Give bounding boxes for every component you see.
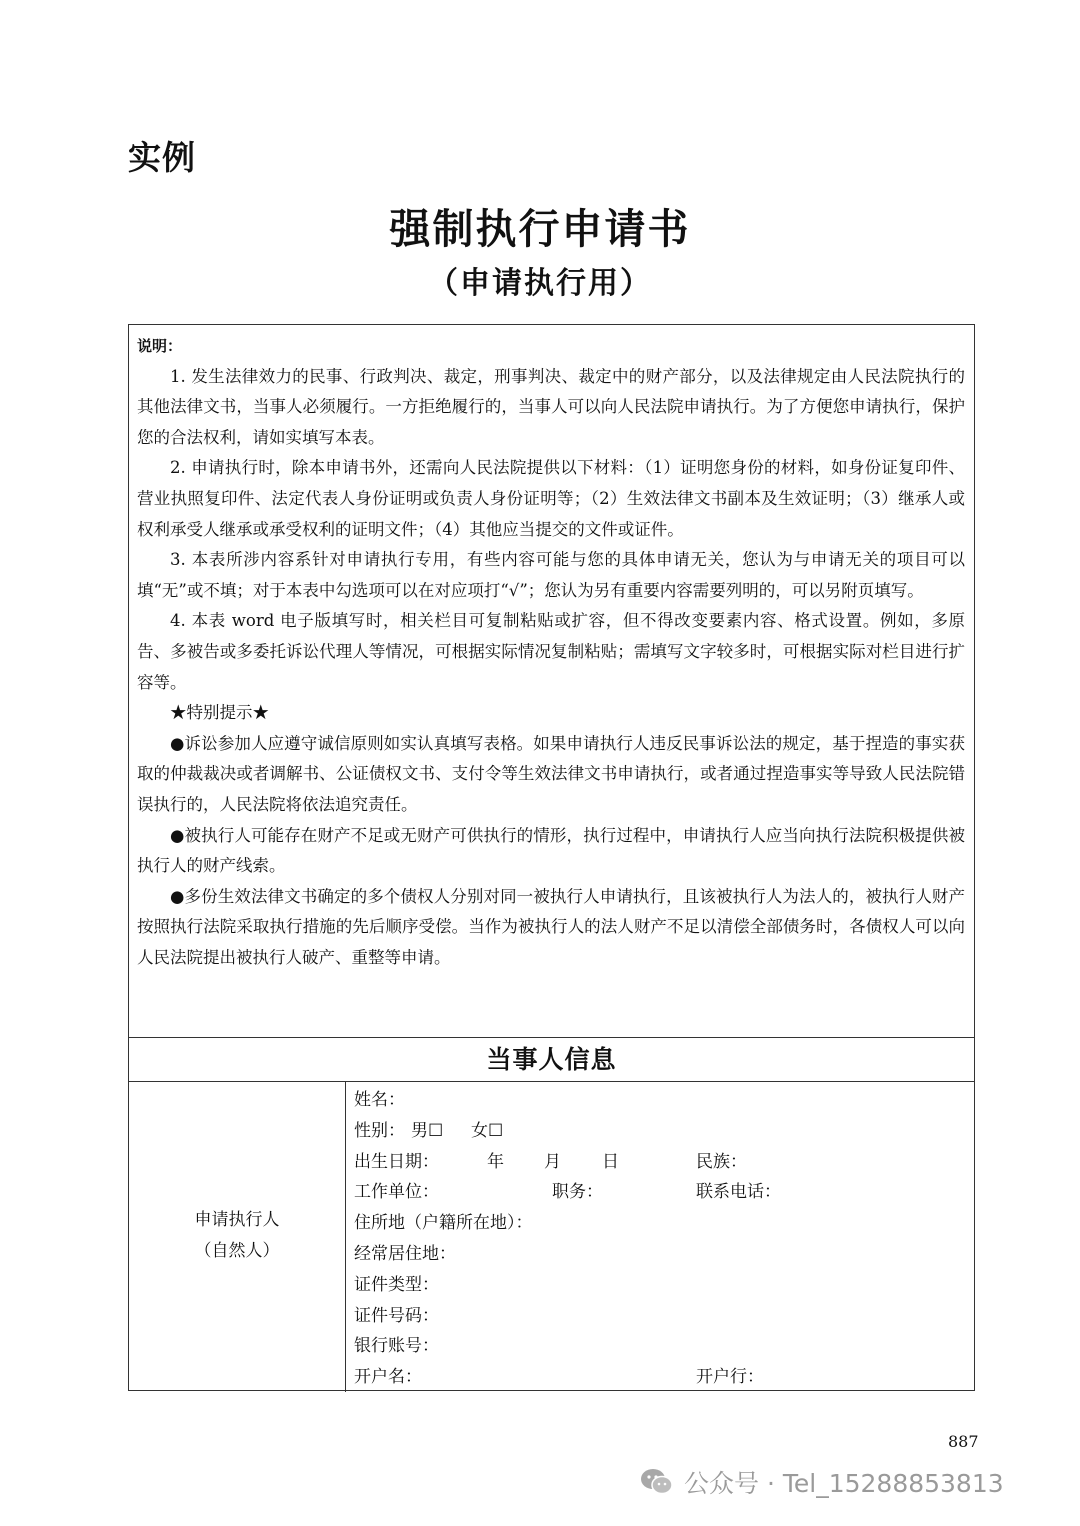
column-divider xyxy=(345,1081,346,1392)
domicile-label: 住所地（户籍所在地）： xyxy=(354,1213,533,1234)
document-title: 强制执行申请书 xyxy=(389,205,691,253)
residence-label: 经常居住地： xyxy=(354,1243,456,1264)
party-info-heading: 当事人信息 xyxy=(486,1045,617,1074)
female-checkbox[interactable]: ☐ xyxy=(488,1120,504,1141)
instruction-paragraph-1: 1. 发生法律效力的民事、行政判决、裁定，刑事判决、裁定中的财产部分，以及法律规定由人民法院执行的其他法律文书，当事人必须履行。一方拒绝履行的，当事人可以向人民法院申请执行。为了方便您申请执行，保护您的合法权利，请如实填写本表。 xyxy=(137,366,965,447)
special-notice-3: ●多份生效法律文书确定的多个债权人分别对同一被执行人申请执行，且该被执行人为法人的，被执行人财产按照执行法院采取执行措施的先后顺序受偿。当作为被执行人的法人财产不足以清偿全部债务时，各债权人可以向人民法院提出被执行人破产、重整等申请。 xyxy=(137,886,965,967)
applicant-label-line-1: 申请执行人 xyxy=(194,1210,280,1230)
field-row-bank-account xyxy=(354,1331,969,1362)
special-notice-2: ●被执行人可能存在财产不足或无财产可供执行的情形，执行过程中，申请执行人应当向执行法院积极提供被执行人的财产线索。 xyxy=(137,825,965,876)
application-form xyxy=(128,324,975,1391)
ethnicity-label: 民族： xyxy=(696,1151,747,1172)
divider-line xyxy=(129,1081,974,1082)
female-label: 女 xyxy=(471,1120,488,1141)
instruction-paragraph-2: 2. 申请执行时，除本申请书外，还需向人民法院提供以下材料：（1）证明您身份的材料，如身份证复印件、营业执照复印件、法定代表人身份证明或负责人身份证明等；（2）生效法律文书副本及生效证明；（3）继承人或权利承受人继承或承受权利的证明文件；（4）其他应当提交的文件或证件。 xyxy=(137,458,965,539)
field-row-id-number xyxy=(354,1301,969,1332)
page-number: 887 xyxy=(948,1432,979,1451)
divider-line xyxy=(129,1037,974,1038)
bank-label: 开户行： xyxy=(696,1367,764,1388)
bank-account-label: 银行账号： xyxy=(354,1336,439,1357)
male-option[interactable] xyxy=(411,1116,443,1147)
birth-date-label: 出生日期： xyxy=(354,1151,439,1172)
male-checkbox[interactable]: ☐ xyxy=(428,1120,444,1141)
position-label: 职务： xyxy=(552,1182,603,1203)
document-subtitle: （申请执行用） xyxy=(428,266,652,301)
phone-label: 联系电话： xyxy=(696,1182,781,1203)
month-label: 月 xyxy=(544,1151,561,1172)
wechat-icon xyxy=(640,1467,674,1497)
field-row-birth xyxy=(354,1147,969,1178)
special-notice-title: ★特别提示★ xyxy=(170,703,269,723)
watermark-text: 公众号 · Tel_15288853813 xyxy=(684,1469,1004,1498)
applicant-label xyxy=(129,1205,345,1267)
watermark xyxy=(640,1462,1060,1502)
gender-label: 性别： xyxy=(354,1120,405,1141)
account-name-label: 开户名： xyxy=(354,1367,422,1388)
year-label: 年 xyxy=(487,1151,504,1172)
id-number-label: 证件号码： xyxy=(354,1305,439,1326)
field-row-gender xyxy=(354,1116,969,1147)
day-label: 日 xyxy=(602,1151,619,1172)
section-heading: 实例 xyxy=(128,138,196,177)
special-notice-1: ●诉讼参加人应遵守诚信原则如实认真填写表格。如果申请执行人违反民事诉讼法的规定，基于捏造的事实获取的仲裁裁决或者调解书、公证债权文书、支付令等生效法律文书申请执行，或者通过捏造事实等导致人民法院错误执行的，人民法院将依法追究责任。 xyxy=(137,733,965,814)
id-type-label: 证件类型： xyxy=(354,1274,439,1295)
instructions-title: 说明： xyxy=(137,337,183,355)
field-row-employer xyxy=(354,1177,969,1208)
instruction-paragraph-4: 4. 本表 word 电子版填写时，相关栏目可复制粘贴或扩容，但不得改变要素内容、格式设置。例如，多原告、多被告或多委托诉讼代理人等情况，可根据实际情况复制粘贴；需填写文字较多时，可根据实际对栏目进行扩容等。 xyxy=(137,611,965,692)
field-row-account-name xyxy=(354,1362,969,1393)
male-label: 男 xyxy=(411,1120,428,1141)
field-row-id-type xyxy=(354,1270,969,1301)
applicant-label-line-2: （自然人） xyxy=(194,1241,280,1261)
field-row-domicile xyxy=(354,1208,969,1239)
female-option[interactable] xyxy=(471,1116,503,1147)
employer-label: 工作单位： xyxy=(354,1182,439,1203)
field-row-residence xyxy=(354,1239,969,1270)
instructions-section xyxy=(137,331,965,973)
field-row-name xyxy=(354,1085,969,1116)
instruction-paragraph-3: 3. 本表所涉内容系针对申请执行专用，有些内容可能与您的具体申请无关，您认为与申请无关的项目可以填“无”或不填；对于本表中勾选项可以在对应项打“√”；您认为另有重要内容需要列明的，可以另附页填写。 xyxy=(137,550,965,600)
name-label: 姓名： xyxy=(354,1090,405,1110)
applicant-fields xyxy=(354,1085,969,1393)
